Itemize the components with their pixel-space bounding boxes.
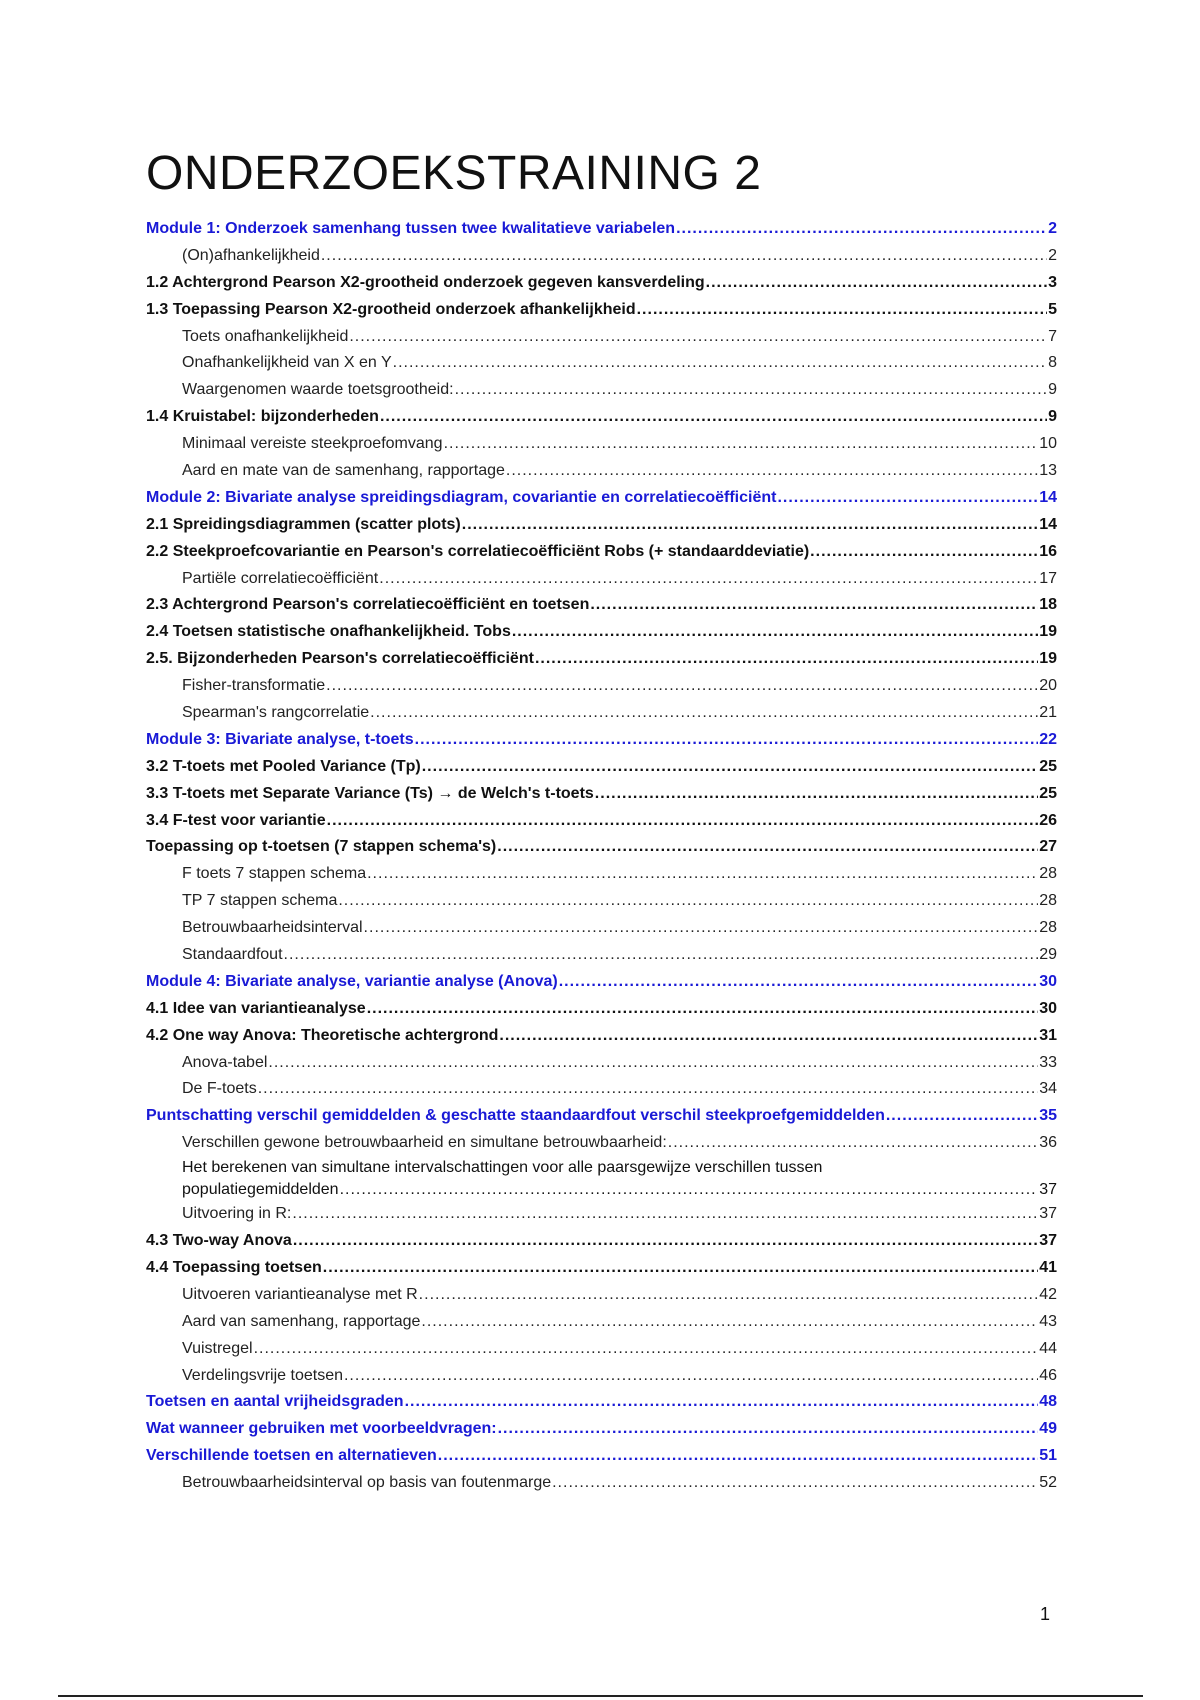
toc-entry[interactable] xyxy=(146,700,1057,727)
toc-entry-page: 21 xyxy=(1039,704,1057,722)
toc-dot-leader xyxy=(349,324,1047,351)
toc-dot-leader xyxy=(810,539,1038,566)
toc-entry[interactable] xyxy=(146,1255,1057,1282)
toc-entry[interactable] xyxy=(146,754,1057,781)
toc-entry-page: 25 xyxy=(1039,784,1057,802)
toc-entry-label: 1.2 Achtergrond Pearson X2-grootheid onderzoek gegeven kansverdeling xyxy=(146,273,705,291)
toc-entry[interactable] xyxy=(146,539,1057,566)
toc-dot-leader xyxy=(506,458,1038,485)
toc-entry[interactable] xyxy=(146,1470,1057,1497)
toc-entry-label: 4.2 One way Anova: Theoretische achtergrond xyxy=(146,1026,499,1044)
toc-entry[interactable] xyxy=(146,1157,1057,1201)
toc-entry-page: 28 xyxy=(1039,892,1057,910)
toc-entry[interactable] xyxy=(146,350,1057,377)
toc-entry-page: 31 xyxy=(1039,1026,1057,1044)
toc-entry-page: 49 xyxy=(1039,1420,1057,1438)
toc-dot-leader xyxy=(380,404,1047,431)
toc-entry[interactable] xyxy=(146,592,1057,619)
toc-entry-label: Fisher-transformatie xyxy=(182,677,326,695)
toc-entry-page: 25 xyxy=(1039,757,1057,775)
toc-entry-page: 37 xyxy=(1039,1232,1057,1250)
toc-entry-label: Spearman's rangcorrelatie xyxy=(182,704,370,722)
toc-entry-label: Module 3: Bivariate analyse, t-toets xyxy=(146,730,414,748)
toc-entry[interactable] xyxy=(146,270,1057,297)
toc-entry-page: 42 xyxy=(1039,1285,1057,1303)
toc-dot-leader xyxy=(254,1336,1039,1363)
toc-entry[interactable] xyxy=(146,243,1057,270)
toc-entry[interactable] xyxy=(146,646,1057,673)
toc-entry-label: Waargenomen waarde toetsgrootheid: xyxy=(182,381,454,399)
toc-dot-leader xyxy=(676,216,1047,243)
toc-dot-leader xyxy=(419,1282,1039,1309)
toc-entry-page: 26 xyxy=(1039,811,1057,829)
toc-entry-page: 2 xyxy=(1048,246,1057,264)
toc-entry[interactable] xyxy=(146,915,1057,942)
toc-dot-leader xyxy=(462,512,1038,539)
toc-dot-leader xyxy=(367,861,1038,888)
toc-entry-page: 46 xyxy=(1039,1366,1057,1384)
toc-entry-label: 2.4 Toetsen statistische onafhankelijkheid. Tobs xyxy=(146,623,511,641)
toc-dot-leader xyxy=(370,700,1038,727)
toc-entry-page: 37 xyxy=(1039,1181,1057,1199)
toc-dot-leader xyxy=(455,377,1048,404)
toc-entry[interactable] xyxy=(146,512,1057,539)
toc-entry-page: 8 xyxy=(1048,354,1057,372)
toc-entry[interactable] xyxy=(146,1336,1057,1363)
toc-entry[interactable] xyxy=(146,1050,1057,1077)
toc-entry-page: 2 xyxy=(1048,219,1057,237)
toc-entry-label: De F-toets xyxy=(182,1080,257,1098)
toc-dot-leader xyxy=(321,243,1047,270)
toc-entry-label: (On)afhankelijkheid xyxy=(182,246,320,264)
toc-entry-label: 2.5. Bijzonderheden Pearson's correlatiecoëfficiënt xyxy=(146,650,534,668)
toc-entry-label: Toepassing op t-toetsen (7 stappen schema's) xyxy=(146,838,497,856)
toc-entry-page: 48 xyxy=(1039,1393,1057,1411)
toc-entry-page: 44 xyxy=(1039,1339,1057,1357)
toc-entry-label: Standaardfout xyxy=(182,946,283,964)
toc-entry[interactable] xyxy=(146,1282,1057,1309)
toc-entry[interactable] xyxy=(146,1416,1057,1443)
toc-entry[interactable] xyxy=(146,942,1057,969)
toc-entry-page: 33 xyxy=(1039,1053,1057,1071)
toc-dot-leader xyxy=(706,270,1047,297)
toc-entry-label: 3.4 F-test voor variantie xyxy=(146,811,326,829)
toc-entry-page: 41 xyxy=(1039,1258,1057,1276)
toc-entry-label: Module 4: Bivariate analyse, variantie analyse (Anova) xyxy=(146,972,558,990)
toc-entry[interactable] xyxy=(146,566,1057,593)
toc-dot-leader xyxy=(422,754,1038,781)
toc-entry-page: 19 xyxy=(1039,650,1057,668)
toc-entry-page: 22 xyxy=(1039,730,1057,748)
toc-entry-page: 37 xyxy=(1039,1205,1057,1223)
toc-entry[interactable] xyxy=(146,808,1057,835)
page-number: 1 xyxy=(1040,1604,1051,1624)
toc-entry-page: 13 xyxy=(1039,462,1057,479)
toc-dot-leader xyxy=(393,350,1047,377)
toc-dot-leader xyxy=(886,1103,1038,1130)
toc-entry-label: Betrouwbaarheidsinterval op basis van foutenmarge xyxy=(182,1474,552,1492)
toc-entry[interactable] xyxy=(146,1130,1057,1157)
toc-entry-label: TP 7 stappen schema xyxy=(182,892,338,910)
toc-entry[interactable] xyxy=(146,297,1057,324)
toc-dot-leader xyxy=(512,619,1038,646)
toc-dot-leader xyxy=(379,566,1038,593)
toc-entry-label: Vuistregel xyxy=(182,1339,253,1357)
toc-entry[interactable] xyxy=(146,1103,1057,1130)
toc-dot-leader xyxy=(499,1023,1038,1050)
toc-dot-leader xyxy=(444,431,1039,458)
toc-entry-page: 7 xyxy=(1048,327,1057,345)
toc-dot-leader xyxy=(552,1470,1038,1497)
toc-entry-label: 4.3 Two-way Anova xyxy=(146,1232,292,1250)
toc-dot-leader xyxy=(293,1228,1038,1255)
toc-entry-page: 36 xyxy=(1039,1134,1057,1152)
toc-entry-label-continued: populatiegemiddelden xyxy=(182,1181,339,1199)
toc-entry[interactable] xyxy=(146,1077,1057,1104)
toc-entry-page: 28 xyxy=(1039,865,1057,883)
toc-entry[interactable] xyxy=(146,1309,1057,1336)
toc-entry-label: Uitvoeren variantieanalyse met R xyxy=(182,1285,418,1303)
toc-entry-page: 43 xyxy=(1039,1312,1057,1330)
toc-entry-page: 35 xyxy=(1039,1107,1057,1125)
toc-entry[interactable] xyxy=(146,673,1057,700)
toc-dot-leader xyxy=(497,834,1038,861)
toc-dot-leader xyxy=(777,485,1038,512)
toc-entry-page: 19 xyxy=(1039,623,1057,641)
toc-entry[interactable] xyxy=(146,1228,1057,1255)
toc-dot-leader xyxy=(292,1201,1038,1228)
toc-entry[interactable] xyxy=(146,377,1057,404)
toc-entry-label: Module 1: Onderzoek samenhang tussen twee kwalitatieve variabelen xyxy=(146,219,676,237)
toc-entry-page: 16 xyxy=(1039,542,1057,560)
toc-entry[interactable] xyxy=(146,1201,1057,1228)
toc-entry-label: Aard en mate van de samenhang, rapportage xyxy=(182,462,505,479)
toc-dot-leader xyxy=(668,1130,1038,1157)
toc-entry-label: 4.1 Idee van variantieanalyse xyxy=(146,999,366,1017)
toc-entry[interactable] xyxy=(146,216,1057,243)
toc-entry-page: 28 xyxy=(1039,919,1057,937)
toc-entry-page: 9 xyxy=(1048,408,1057,426)
toc-entry-label: 3.3 T-toets met Separate Variance (Ts) → de Welch's t-toets xyxy=(146,784,594,802)
toc-entry[interactable] xyxy=(146,727,1057,754)
toc-dot-leader xyxy=(326,673,1038,700)
toc-entry-label: 3.2 T-toets met Pooled Variance (Tp) xyxy=(146,757,421,775)
toc-entry-label: Het berekenen van simultane intervalschattingen voor alle paarsgewijze verschillen tussen xyxy=(182,1159,823,1177)
toc-entry[interactable] xyxy=(146,861,1057,888)
toc-entry-page: 17 xyxy=(1039,569,1057,587)
toc-dot-leader xyxy=(498,1416,1039,1443)
toc-entry-label: Anova-tabel xyxy=(182,1053,268,1071)
toc-entry-label: 2.1 Spreidingsdiagrammen (scatter plots) xyxy=(146,515,461,533)
toc-entry-page: 52 xyxy=(1039,1474,1057,1492)
toc-entry-label: Wat wanneer gebruiken met voorbeeldvragen: xyxy=(146,1420,497,1438)
toc-entry-label: 1.3 Toepassing Pearson X2-grootheid onderzoek afhankelijkheid xyxy=(146,300,636,318)
toc-entry[interactable] xyxy=(146,1443,1057,1470)
toc-entry[interactable] xyxy=(146,619,1057,646)
toc-entry-page: 3 xyxy=(1048,273,1057,291)
toc-entry-page: 9 xyxy=(1048,381,1057,399)
toc-dot-leader xyxy=(338,888,1038,915)
toc-entry-label: Betrouwbaarheidsinterval xyxy=(182,919,363,937)
toc-dot-leader xyxy=(340,1179,1039,1201)
toc-entry[interactable] xyxy=(146,404,1057,431)
toc-entry-label: Onafhankelijkheid van X en Y xyxy=(182,354,392,372)
toc-entry-label: Partiële correlatiecoëfficiënt xyxy=(182,569,379,587)
toc-entry[interactable] xyxy=(146,834,1057,861)
table-of-contents xyxy=(146,216,1057,1497)
toc-dot-leader xyxy=(415,727,1039,754)
toc-entry-label: Puntschatting verschil gemiddelden & geschatte staandaardfout verschil steekproefgemiddelden xyxy=(146,1107,885,1125)
toc-entry[interactable] xyxy=(146,1363,1057,1390)
toc-entry-label: 4.4 Toepassing toetsen xyxy=(146,1258,322,1276)
toc-entry[interactable] xyxy=(146,888,1057,915)
toc-entry-label: Aard van samenhang, rapportage xyxy=(182,1312,421,1330)
toc-entry-label: Verdelingsvrije toetsen xyxy=(182,1366,343,1384)
toc-dot-leader xyxy=(323,1255,1038,1282)
toc-entry-label: Uitvoering in R: xyxy=(182,1205,292,1223)
toc-dot-leader xyxy=(438,1443,1038,1470)
toc-dot-leader xyxy=(344,1363,1038,1390)
toc-dot-leader xyxy=(535,646,1038,673)
toc-entry-label: Verschillen gewone betrouwbaarheid en simultane betrouwbaarheid: xyxy=(182,1134,667,1152)
toc-entry[interactable] xyxy=(146,458,1057,485)
toc-entry-label: 2.3 Achtergrond Pearson's correlatiecoëfficiënt en toetsen xyxy=(146,596,590,614)
toc-entry[interactable] xyxy=(146,1389,1057,1416)
toc-entry-label: F toets 7 stappen schema xyxy=(182,865,367,883)
toc-dot-leader xyxy=(364,915,1039,942)
toc-entry-label: Toetsen en aantal vrijheidsgraden xyxy=(146,1393,404,1411)
toc-dot-leader xyxy=(268,1050,1038,1077)
toc-entry-page: 30 xyxy=(1039,999,1057,1017)
toc-entry-page: 29 xyxy=(1039,946,1057,964)
toc-entry-label: 2.2 Steekproefcovariantie en Pearson's correlatiecoëfficiënt Robs (+ standaarddeviatie) xyxy=(146,542,810,560)
toc-entry-label: 1.4 Kruistabel: bijzonderheden xyxy=(146,408,379,426)
toc-entry-label: Minimaal vereiste steekproefomvang xyxy=(182,435,443,453)
toc-dot-leader xyxy=(637,297,1047,324)
toc-dot-leader xyxy=(258,1076,1039,1103)
toc-entry-page: 14 xyxy=(1039,488,1057,506)
toc-dot-leader xyxy=(284,942,1039,969)
toc-entry[interactable] xyxy=(146,781,1057,808)
toc-entry-page: 51 xyxy=(1039,1447,1057,1465)
toc-entry-page: 30 xyxy=(1039,972,1057,990)
toc-entry[interactable] xyxy=(146,485,1057,512)
document-title: ONDERZOEKSTRAINING 2 xyxy=(146,147,762,200)
toc-entry[interactable] xyxy=(146,969,1057,996)
toc-dot-leader xyxy=(590,592,1038,619)
toc-entry[interactable] xyxy=(146,324,1057,351)
toc-dot-leader xyxy=(421,1309,1038,1336)
toc-entry[interactable] xyxy=(146,431,1057,458)
toc-dot-leader xyxy=(595,781,1038,808)
toc-entry-page: 34 xyxy=(1039,1080,1057,1098)
toc-entry[interactable] xyxy=(146,996,1057,1023)
toc-entry-page: 27 xyxy=(1039,838,1057,856)
toc-dot-leader xyxy=(367,996,1039,1023)
toc-entry-page: 20 xyxy=(1039,677,1057,695)
toc-entry-page: 18 xyxy=(1039,596,1057,614)
toc-entry-label: Verschillende toetsen en alternatieven xyxy=(146,1447,437,1465)
bottom-rule xyxy=(58,1695,1143,1697)
toc-entry-page: 14 xyxy=(1039,515,1057,533)
toc-dot-leader xyxy=(327,808,1039,835)
toc-entry-page: 5 xyxy=(1048,300,1057,318)
toc-entry-label: Module 2: Bivariate analyse spreidingsdiagram, covariantie en correlatiecoëfficiënt xyxy=(146,488,777,506)
toc-dot-leader xyxy=(559,969,1038,996)
toc-entry[interactable] xyxy=(146,1023,1057,1050)
toc-entry-page: 10 xyxy=(1039,435,1057,453)
toc-dot-leader xyxy=(405,1389,1039,1416)
toc-entry-label: Toets onafhankelijkheid xyxy=(182,327,349,345)
toc-entry-line xyxy=(182,1179,1057,1201)
